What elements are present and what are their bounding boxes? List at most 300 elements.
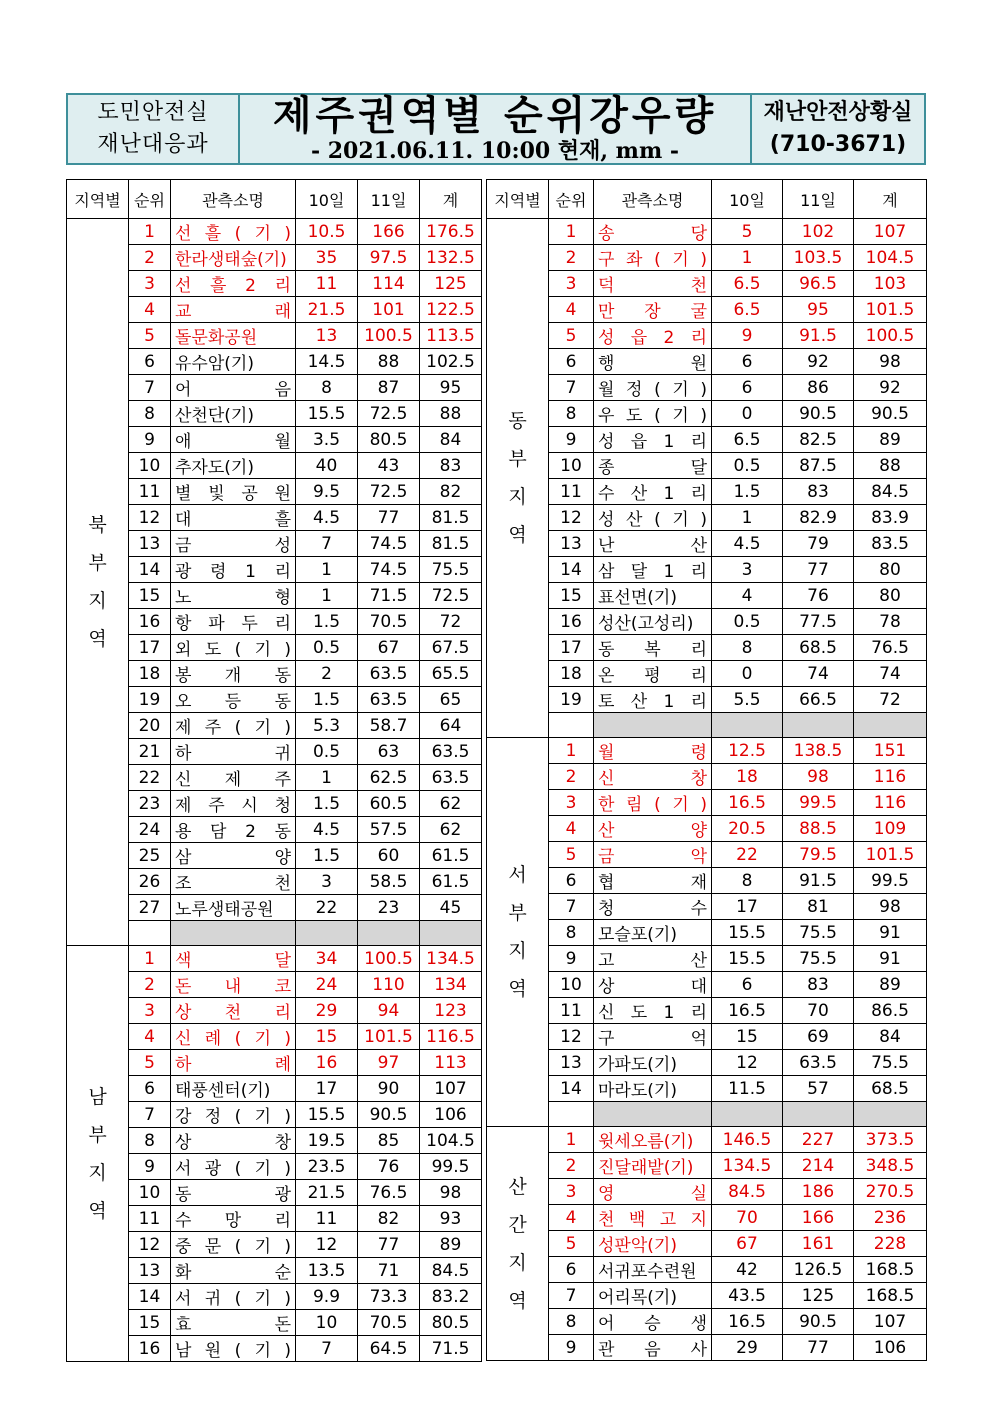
rank: 24 (129, 817, 171, 843)
station-name: 조 천 (171, 869, 296, 895)
col-region: 지역별 (67, 180, 129, 219)
rank: 4 (129, 1024, 171, 1050)
total-value: 64 (420, 713, 482, 739)
east-region-label: 동부지역 (487, 219, 549, 738)
day10-value: 16.5 (712, 998, 783, 1024)
station-name: 하 귀 (171, 739, 296, 765)
total-value: 84.5 (854, 479, 927, 505)
rank: 5 (129, 1050, 171, 1076)
table-row (487, 1257, 927, 1283)
rank: 10 (129, 1180, 171, 1206)
col-rank: 순위 (549, 180, 594, 219)
rank: 25 (129, 843, 171, 869)
total-value: 98 (854, 349, 927, 375)
table-row (487, 635, 927, 661)
table-row (67, 765, 482, 791)
total-value: 106 (854, 1335, 927, 1361)
day10-value: 4 (712, 583, 783, 609)
station-name: 산천단(기) (171, 401, 296, 427)
col-day11: 11일 (783, 180, 854, 219)
day10-value: 0.5 (712, 609, 783, 635)
day10-value: 7 (296, 1336, 358, 1362)
table-row (487, 868, 927, 894)
rank: 2 (549, 1153, 594, 1179)
day11-value: 92 (783, 349, 854, 375)
day10-value: 22 (712, 842, 783, 868)
station-name: 봉 개 동 (171, 661, 296, 687)
rank: 4 (549, 1205, 594, 1231)
total-value: 107 (854, 219, 927, 245)
total-value: 80.5 (420, 1310, 482, 1336)
station-name: 한 림 ( 기 ) (594, 790, 712, 816)
total-value: 100.5 (854, 323, 927, 349)
rank: 14 (549, 557, 594, 583)
day10-value: 0 (712, 401, 783, 427)
station-name: 어 승 생 (594, 1309, 712, 1335)
day10-value: 3.5 (296, 427, 358, 453)
total-value: 83.9 (854, 505, 927, 531)
blank-cell (296, 921, 358, 946)
day11-value: 227 (783, 1127, 854, 1153)
day11-value: 101.5 (358, 1024, 420, 1050)
table-row (487, 1127, 927, 1153)
day11-value: 75.5 (783, 946, 854, 972)
day11-value: 76.5 (358, 1180, 420, 1206)
title-block (240, 95, 750, 163)
station-name: 오 등 동 (171, 687, 296, 713)
day10-value: 3 (712, 557, 783, 583)
rank: 13 (129, 1258, 171, 1284)
department-line-1: 도민안전실 (97, 100, 209, 125)
day11-value: 63.5 (358, 687, 420, 713)
total-value: 104.5 (854, 245, 927, 271)
rank: 13 (549, 531, 594, 557)
station-name: 영 실 (594, 1179, 712, 1205)
total-value: 270.5 (854, 1179, 927, 1205)
station-name: 강 정 ( 기 ) (171, 1102, 296, 1128)
day10-value: 16.5 (712, 790, 783, 816)
total-value: 71.5 (420, 1336, 482, 1362)
total-value: 84.5 (420, 1258, 482, 1284)
day10-value: 1 (296, 557, 358, 583)
rank: 12 (129, 505, 171, 531)
total-value: 101.5 (854, 842, 927, 868)
total-value: 116 (854, 790, 927, 816)
table-row (67, 453, 482, 479)
table-row (67, 791, 482, 817)
rank: 1 (549, 1127, 594, 1153)
rank: 9 (549, 427, 594, 453)
day10-value: 1.5 (296, 687, 358, 713)
blank-cell (783, 713, 854, 738)
rank: 8 (549, 1309, 594, 1335)
day11-value: 79 (783, 531, 854, 557)
rank: 15 (129, 583, 171, 609)
day10-value: 14.5 (296, 349, 358, 375)
rank: 27 (129, 895, 171, 921)
day10-value: 1 (712, 245, 783, 271)
station-name: 별 빛 공 원 (171, 479, 296, 505)
table-row (487, 245, 927, 271)
total-value: 84 (854, 1024, 927, 1050)
table-row (67, 1258, 482, 1284)
rank: 3 (129, 998, 171, 1024)
station-name: 월 령 (594, 738, 712, 764)
day10-value: 22 (296, 895, 358, 921)
rank: 7 (549, 1283, 594, 1309)
table-row (487, 1309, 927, 1335)
table-row (67, 1232, 482, 1258)
rank: 2 (549, 245, 594, 271)
total-value: 75.5 (854, 1050, 927, 1076)
table-row (67, 661, 482, 687)
station-name: 신 례 ( 기 ) (171, 1024, 296, 1050)
station-name: 신 창 (594, 764, 712, 790)
rank: 6 (549, 349, 594, 375)
table-row (487, 687, 927, 713)
day10-value: 13 (296, 323, 358, 349)
table-row (67, 843, 482, 869)
day11-value: 90.5 (783, 1309, 854, 1335)
total-value: 63.5 (420, 739, 482, 765)
day11-value: 76 (358, 1154, 420, 1180)
rank: 8 (549, 401, 594, 427)
day10-value: 10 (296, 1310, 358, 1336)
day10-value: 67 (712, 1231, 783, 1257)
day10-value: 15.5 (296, 1102, 358, 1128)
table-row (487, 998, 927, 1024)
rank: 11 (129, 479, 171, 505)
day11-value: 64.5 (358, 1336, 420, 1362)
day10-value: 10.5 (296, 219, 358, 245)
day10-value: 134.5 (712, 1153, 783, 1179)
total-value: 86.5 (854, 998, 927, 1024)
rank: 2 (549, 764, 594, 790)
day10-value: 9 (712, 323, 783, 349)
station-name: 천 백 고 지 (594, 1205, 712, 1231)
day10-value: 84.5 (712, 1179, 783, 1205)
total-value: 81.5 (420, 505, 482, 531)
table-row (487, 1179, 927, 1205)
rank: 12 (549, 505, 594, 531)
rank: 5 (129, 323, 171, 349)
rank: 19 (549, 687, 594, 713)
table-row (487, 764, 927, 790)
table-row (487, 1283, 927, 1309)
station-name: 월 정 ( 기 ) (594, 375, 712, 401)
station-name: 성판악(기) (594, 1231, 712, 1257)
table-row (487, 920, 927, 946)
blank-row (487, 1102, 927, 1127)
day10-value: 0.5 (296, 635, 358, 661)
day10-value: 2 (296, 661, 358, 687)
day10-value: 5 (712, 219, 783, 245)
day11-value: 94 (358, 998, 420, 1024)
day10-value: 21.5 (296, 297, 358, 323)
day10-value: 6 (712, 375, 783, 401)
total-value: 89 (854, 972, 927, 998)
station-name: 제 주 ( 기 ) (171, 713, 296, 739)
total-value: 83.5 (854, 531, 927, 557)
station-name: 협 재 (594, 868, 712, 894)
day10-value: 11 (296, 271, 358, 297)
page-subtitle: - 2021.06.11. 10:00 현재, mm - (310, 138, 680, 164)
rank: 22 (129, 765, 171, 791)
total-value: 45 (420, 895, 482, 921)
day11-value: 95 (783, 297, 854, 323)
table-row (487, 1205, 927, 1231)
west-region-label: 서부지역 (487, 738, 549, 1127)
day10-value: 40 (296, 453, 358, 479)
day11-value: 91.5 (783, 868, 854, 894)
total-value: 62 (420, 817, 482, 843)
station-name: 관 음 사 (594, 1335, 712, 1361)
day11-value: 87.5 (783, 453, 854, 479)
table-row (67, 1154, 482, 1180)
col-region: 지역별 (487, 180, 549, 219)
station-name: 중 문 ( 기 ) (171, 1232, 296, 1258)
total-value: 89 (420, 1232, 482, 1258)
rank: 11 (549, 998, 594, 1024)
station-name: 돌문화공원 (171, 323, 296, 349)
total-value: 72 (420, 609, 482, 635)
total-value: 62 (420, 791, 482, 817)
total-value: 88 (420, 401, 482, 427)
day11-value: 60.5 (358, 791, 420, 817)
table-row (487, 297, 927, 323)
table-row (67, 946, 482, 972)
rank: 15 (129, 1310, 171, 1336)
rank: 8 (129, 1128, 171, 1154)
rank: 1 (549, 219, 594, 245)
table-row (67, 219, 482, 245)
day11-value: 90.5 (358, 1102, 420, 1128)
rank: 12 (129, 1232, 171, 1258)
day10-value: 0.5 (712, 453, 783, 479)
day10-value: 12 (712, 1050, 783, 1076)
table-row (487, 557, 927, 583)
table-row (67, 427, 482, 453)
day11-value: 87 (358, 375, 420, 401)
day11-value: 82.9 (783, 505, 854, 531)
total-value: 80 (854, 557, 927, 583)
north-region-label: 북부지역 (67, 219, 129, 946)
day11-value: 43 (358, 453, 420, 479)
blank-cell (854, 713, 927, 738)
rank: 21 (129, 739, 171, 765)
total-value: 113 (420, 1050, 482, 1076)
table-row (487, 972, 927, 998)
rank: 6 (129, 349, 171, 375)
table-row (67, 895, 482, 921)
table-row (67, 972, 482, 998)
rank: 5 (549, 842, 594, 868)
rank: 4 (549, 816, 594, 842)
total-value: 81.5 (420, 531, 482, 557)
station-name: 마라도(기) (594, 1076, 712, 1102)
station-name: 수 산 1 리 (594, 479, 712, 505)
total-value: 76.5 (854, 635, 927, 661)
day11-value: 97.5 (358, 245, 420, 271)
station-name: 만 장 굴 (594, 297, 712, 323)
station-name: 금 성 (171, 531, 296, 557)
rank: 20 (129, 713, 171, 739)
station-name: 태풍센터(기) (171, 1076, 296, 1102)
table-row (487, 1231, 927, 1257)
day11-value: 71.5 (358, 583, 420, 609)
day10-value: 34 (296, 946, 358, 972)
rank: 5 (549, 323, 594, 349)
total-value: 122.5 (420, 297, 482, 323)
table-header-row (67, 180, 482, 219)
rank: 14 (129, 1284, 171, 1310)
table-row (487, 1153, 927, 1179)
blank-cell (358, 921, 420, 946)
day10-value: 15.5 (296, 401, 358, 427)
day11-value: 99.5 (783, 790, 854, 816)
rank: 14 (549, 1076, 594, 1102)
table-row (67, 583, 482, 609)
rank: 26 (129, 869, 171, 895)
rank: 15 (549, 583, 594, 609)
station-name: 구 억 (594, 1024, 712, 1050)
rank: 6 (549, 1257, 594, 1283)
station-name: 남 원 ( 기 ) (171, 1336, 296, 1362)
table-row (67, 1102, 482, 1128)
total-value: 106 (420, 1102, 482, 1128)
rank: 9 (549, 1335, 594, 1361)
rank: 12 (549, 1024, 594, 1050)
day11-value: 70.5 (358, 1310, 420, 1336)
station-name: 성 읍 2 리 (594, 323, 712, 349)
day11-value: 126.5 (783, 1257, 854, 1283)
day11-value: 100.5 (358, 323, 420, 349)
table-row (67, 713, 482, 739)
total-value: 75.5 (420, 557, 482, 583)
day10-value: 17 (712, 894, 783, 920)
station-name: 대 흘 (171, 505, 296, 531)
table-row (487, 1076, 927, 1102)
rank: 2 (129, 245, 171, 271)
day11-value: 86 (783, 375, 854, 401)
day11-value: 90 (358, 1076, 420, 1102)
table-row (487, 349, 927, 375)
station-name: 색 달 (171, 946, 296, 972)
day10-value: 3 (296, 869, 358, 895)
day11-value: 90.5 (783, 401, 854, 427)
rank: 1 (129, 219, 171, 245)
station-name: 산 양 (594, 816, 712, 842)
day10-value: 4.5 (296, 817, 358, 843)
day11-value: 69 (783, 1024, 854, 1050)
rank: 10 (549, 972, 594, 998)
day11-value: 82.5 (783, 427, 854, 453)
total-value: 67.5 (420, 635, 482, 661)
day11-value: 82 (358, 1206, 420, 1232)
day11-value: 88.5 (783, 816, 854, 842)
day11-value: 75.5 (783, 920, 854, 946)
table-row (487, 531, 927, 557)
table-row (67, 1180, 482, 1206)
day10-value: 24 (296, 972, 358, 998)
day11-value: 74.5 (358, 557, 420, 583)
blank-cell (549, 1102, 594, 1127)
rank: 16 (129, 1336, 171, 1362)
table-row (67, 557, 482, 583)
table-row (67, 375, 482, 401)
total-value: 116.5 (420, 1024, 482, 1050)
station-name: 서귀포수련원 (594, 1257, 712, 1283)
station-name: 성 읍 1 리 (594, 427, 712, 453)
total-value: 107 (420, 1076, 482, 1102)
total-value: 84 (420, 427, 482, 453)
table-row (67, 323, 482, 349)
rank: 7 (549, 375, 594, 401)
day11-value: 166 (358, 219, 420, 245)
total-value: 103 (854, 271, 927, 297)
total-value: 82 (420, 479, 482, 505)
total-value: 348.5 (854, 1153, 927, 1179)
station-name: 외 도 ( 기 ) (171, 635, 296, 661)
day10-value: 6.5 (712, 297, 783, 323)
table-row (67, 401, 482, 427)
rank: 23 (129, 791, 171, 817)
rank: 8 (549, 920, 594, 946)
table-row (67, 739, 482, 765)
station-name: 상 천 리 (171, 998, 296, 1024)
table-row (487, 323, 927, 349)
day10-value: 8 (712, 868, 783, 894)
table-row (487, 427, 927, 453)
table-row (487, 1335, 927, 1361)
station-name: 청 수 (594, 894, 712, 920)
rank: 4 (129, 297, 171, 323)
table-row (487, 375, 927, 401)
day11-value: 60 (358, 843, 420, 869)
table-row (67, 1128, 482, 1154)
station-name: 덕 천 (594, 271, 712, 297)
day11-value: 63.5 (783, 1050, 854, 1076)
day10-value: 15.5 (712, 920, 783, 946)
page-title: 제주권역별 순위강우량 (272, 93, 718, 139)
day10-value: 1 (296, 583, 358, 609)
table-row (487, 583, 927, 609)
total-value: 99.5 (420, 1154, 482, 1180)
total-value: 168.5 (854, 1283, 927, 1309)
table-row (487, 1024, 927, 1050)
rank: 5 (549, 1231, 594, 1257)
station-name: 종 달 (594, 453, 712, 479)
day11-value: 72.5 (358, 479, 420, 505)
total-value: 102.5 (420, 349, 482, 375)
station-name: 삼 양 (171, 843, 296, 869)
rank: 10 (549, 453, 594, 479)
station-name: 구 좌 ( 기 ) (594, 245, 712, 271)
total-value: 123 (420, 998, 482, 1024)
station-name: 행 원 (594, 349, 712, 375)
blank-row (487, 713, 927, 738)
table-row (487, 790, 927, 816)
table-row (487, 479, 927, 505)
day11-value: 83 (783, 479, 854, 505)
day10-value: 29 (712, 1335, 783, 1361)
total-value: 78 (854, 609, 927, 635)
total-value: 63.5 (420, 765, 482, 791)
day11-value: 186 (783, 1179, 854, 1205)
table-row (67, 479, 482, 505)
table-row (67, 505, 482, 531)
table-row (67, 1050, 482, 1076)
